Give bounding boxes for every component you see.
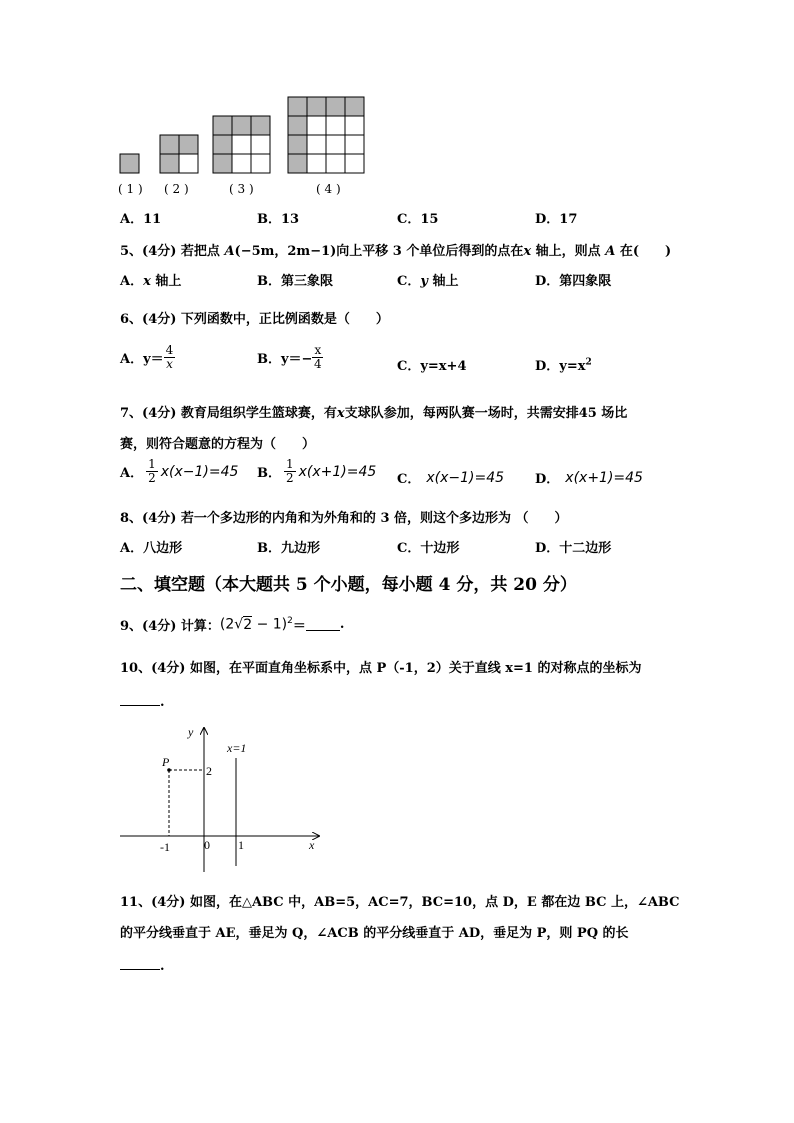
q4-option-d[interactable]: D．17 (535, 212, 578, 227)
origin-label: 0 (204, 838, 210, 852)
section-title-fill-in: 二、填空题（本大题共 5 个小题，每小题 4 分，共 20 分） (120, 575, 577, 595)
line-label: x=1 (227, 741, 247, 755)
point-p-label: P (162, 755, 170, 769)
q5-option-d[interactable]: D．第四象限 (535, 274, 612, 289)
q8-option-b[interactable]: B．九边形 (257, 541, 321, 556)
q9-stem: 9、(4分) 计算： $(2√2 - 1)^2$ ＝ . (120, 616, 345, 634)
figure-2 (160, 135, 198, 173)
q6-stem: 6、(4分) 下列函数中，正比例函数是（ ） (120, 312, 389, 327)
q11-answer-blank[interactable] (120, 957, 160, 970)
q7-stem-line2: 赛，则符合题意的方程为（ ） (120, 437, 316, 452)
q10-stem: 10、(4分) 如图，在平面直角坐标系中，点 P（-1，2）关于直线 x=1 的对称点的坐标为 (120, 661, 642, 676)
square-pattern-figures (110, 90, 380, 180)
q6-option-a[interactable]: A． y＝ $\frac{4}{x}$ (120, 343, 174, 371)
q9-answer-blank[interactable] (306, 618, 340, 631)
q7-option-c[interactable]: C． x(x−1)=45 (397, 469, 505, 487)
q10-answer-blank[interactable] (120, 693, 160, 706)
x-tick-neg1: -1 (160, 840, 170, 854)
y-axis-label: y (188, 725, 194, 739)
q4-option-b[interactable]: B．13 (257, 212, 300, 227)
q6-option-b[interactable]: B． y＝− $\frac{x}{4}$ (257, 343, 322, 371)
q5-stem: 5、(4分) 若把点 A(−5m，2m−1)向上平移 3 个单位后得到的点在x 轴上，则点 A 在( ) (120, 244, 672, 259)
figure-3 (213, 116, 270, 173)
figure-label-1: ( 1 ) (118, 182, 143, 196)
figure-label-3: ( 3 ) (229, 182, 254, 196)
figure-label-2: ( 2 ) (164, 182, 189, 196)
q4-option-c[interactable]: C．15 (397, 212, 439, 227)
q6-option-d[interactable]: D．$y=x^2$ (535, 357, 592, 374)
q5-option-c[interactable]: C．y 轴上 (397, 274, 459, 289)
q7-option-d[interactable]: D． x(x+1)=45 (535, 469, 643, 487)
q7-option-b[interactable]: B． $\frac{1}{2}$ x(x+1)=45 (257, 457, 377, 485)
figure-4 (288, 97, 364, 173)
q11-stem-line2: 的平分线垂直于 AE，垂足为 Q，∠ACB 的平分线垂直于 AD，垂足为 P，则 PQ 的长 (120, 926, 629, 941)
q8-stem: 8、(4分) 若一个多边形的内角和为外角和的 3 倍，则这个多边形为 （ ） (120, 511, 568, 526)
figure-label-4: ( 4 ) (316, 182, 341, 196)
q5-option-a[interactable]: A．x 轴上 (120, 274, 182, 289)
q10-answer-line: . (120, 693, 165, 710)
q11-stem-line1: 11、(4分) 如图，在△ABC 中，AB=5，AC=7，BC=10，点 D，E 都在边 BC 上，∠ABC (120, 895, 680, 910)
x-axis-label: x (309, 838, 315, 852)
x-tick-1: 1 (238, 838, 244, 852)
q10-coordinate-graph (115, 722, 330, 874)
q5-option-b[interactable]: B．第三象限 (257, 274, 334, 289)
figure-1 (120, 154, 139, 173)
q7-option-a[interactable]: A． $\frac{1}{2}$ x(x−1)=45 (120, 457, 239, 485)
y-tick-2: 2 (206, 764, 212, 778)
q4-option-a[interactable]: A．11 (120, 212, 162, 227)
q11-answer-line: . (120, 957, 165, 974)
q8-option-c[interactable]: C．十边形 (397, 541, 460, 556)
q6-option-c[interactable]: C．y=x+4 (397, 359, 467, 374)
q7-stem-line1: 7、(4分) 教育局组织学生篮球赛，有x支球队参加，每两队赛一场时，共需安排45 场比 (120, 406, 628, 421)
q8-option-a[interactable]: A．八边形 (120, 541, 183, 556)
q8-option-d[interactable]: D．十二边形 (535, 541, 612, 556)
